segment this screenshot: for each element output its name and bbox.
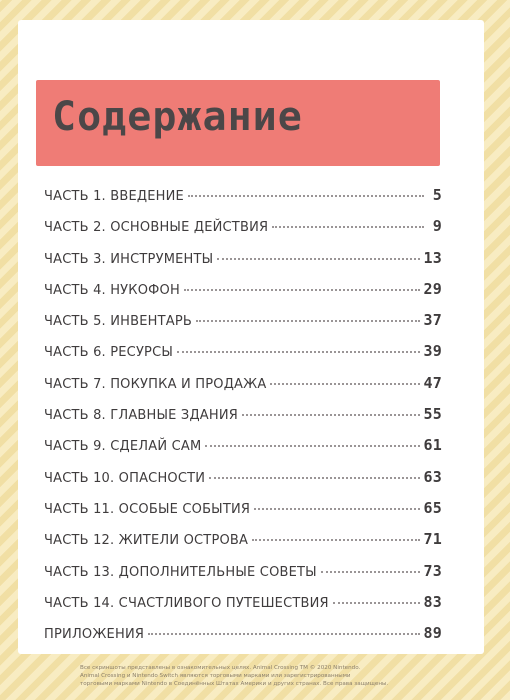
- toc-entry[interactable]: [44, 436, 442, 467]
- dot-leader: [205, 445, 419, 447]
- toc-entry-label: ЧАСТЬ 1. ВВЕДЕНИЕ: [44, 189, 184, 204]
- toc-entry-page-number: 63: [423, 467, 442, 486]
- toc-entry-label: ЧАСТЬ 9. СДЕЛАЙ САМ: [44, 439, 202, 455]
- dot-leader: [148, 633, 419, 635]
- title-banner: [36, 80, 440, 166]
- toc-entry-page-number: 47: [423, 373, 442, 392]
- toc-entry[interactable]: [44, 217, 442, 248]
- dot-leader: [321, 571, 420, 573]
- toc-entry-label: ЧАСТЬ 8. ГЛАВНЫЕ ЗДАНИЯ: [44, 408, 239, 424]
- toc-entry-page-number: 71: [423, 530, 442, 549]
- toc-entry-page-number: 73: [423, 561, 442, 580]
- toc-entry[interactable]: [44, 311, 442, 342]
- toc-entry-label: ПРИЛОЖЕНИЯ: [44, 627, 145, 643]
- toc-entry-label: ЧАСТЬ 11. ОСОБЫЕ СОБЫТИЯ: [44, 501, 251, 517]
- toc-entry-label: ЧАСТЬ 6. РЕСУРСЫ: [44, 345, 174, 361]
- toc-entry[interactable]: [44, 405, 442, 436]
- toc-entry[interactable]: [44, 530, 442, 561]
- toc-entry-label: ЧАСТЬ 2. ОСНОВНЫЕ ДЕЙСТВИЯ: [44, 220, 269, 236]
- toc-entry[interactable]: [44, 342, 442, 373]
- page-title: Содержание: [52, 94, 303, 140]
- dot-leader: [254, 508, 419, 510]
- copyright-line: Все скриншоты представлены в ознакомительных целях. Animal Crossing TM © 2020 Nintendo.: [80, 665, 361, 671]
- toc-entry-label: ЧАСТЬ 10. ОПАСНОСТИ: [44, 470, 206, 486]
- dot-leader: [270, 383, 419, 385]
- table-of-contents: [44, 186, 442, 655]
- dot-leader: [184, 289, 420, 291]
- toc-entry-page-number: 29: [423, 279, 442, 298]
- dot-leader: [196, 320, 420, 322]
- toc-entry-label: ЧАСТЬ 12. ЖИТЕЛИ ОСТРОВА: [44, 533, 249, 549]
- toc-entry[interactable]: [44, 624, 442, 655]
- toc-entry[interactable]: [44, 249, 442, 280]
- dot-leader: [272, 226, 424, 228]
- dot-leader: [333, 602, 420, 604]
- toc-entry-page-number: 9: [432, 217, 442, 236]
- toc-entry[interactable]: [44, 280, 442, 311]
- dot-leader: [188, 195, 424, 197]
- dot-leader: [252, 539, 419, 541]
- copyright-line: торговыми марками Nintendo в Соединённых Штатах Америки и других странах. Все права защищены.: [80, 681, 389, 687]
- toc-entry-label: ЧАСТЬ 13. ДОПОЛНИТЕЛЬНЫЕ СОВЕТЫ: [44, 564, 317, 580]
- toc-entry-page-number: 65: [423, 498, 442, 517]
- toc-entry-page-number: 55: [423, 405, 442, 424]
- toc-entry-page-number: 13: [423, 248, 442, 267]
- toc-entry[interactable]: [44, 374, 442, 405]
- toc-entry[interactable]: [44, 593, 442, 624]
- dot-leader: [217, 258, 419, 260]
- toc-entry[interactable]: [44, 562, 442, 593]
- toc-entry-page-number: 83: [423, 592, 442, 611]
- dot-leader: [242, 414, 419, 416]
- toc-entry-label: ЧАСТЬ 4. НУКОФОН: [44, 282, 180, 298]
- toc-entry[interactable]: [44, 186, 442, 217]
- dot-leader: [209, 477, 419, 479]
- toc-entry-page-number: 5: [432, 186, 442, 204]
- copyright-notice: [80, 664, 440, 688]
- toc-entry-page-number: 61: [423, 436, 442, 455]
- toc-entry-label: ЧАСТЬ 5. ИНВЕНТАРЬ: [44, 314, 193, 330]
- toc-entry-label: ЧАСТЬ 14. СЧАСТЛИВОГО ПУТЕШЕСТВИЯ: [44, 595, 329, 611]
- toc-entry-label: ЧАСТЬ 7. ПОКУПКА И ПРОДАЖА: [44, 376, 267, 392]
- copyright-line: Animal Crossing и Nintendo Switch являются торговыми марками или зарегистрированными: [80, 673, 351, 679]
- toc-entry-label: ЧАСТЬ 3. ИНСТРУМЕНТЫ: [44, 251, 214, 267]
- toc-entry-page-number: 89: [423, 624, 442, 643]
- toc-entry[interactable]: [44, 468, 442, 499]
- toc-entry[interactable]: [44, 499, 442, 530]
- toc-entry-page-number: 37: [423, 311, 442, 330]
- toc-entry-page-number: 39: [423, 342, 442, 361]
- dot-leader: [177, 351, 419, 353]
